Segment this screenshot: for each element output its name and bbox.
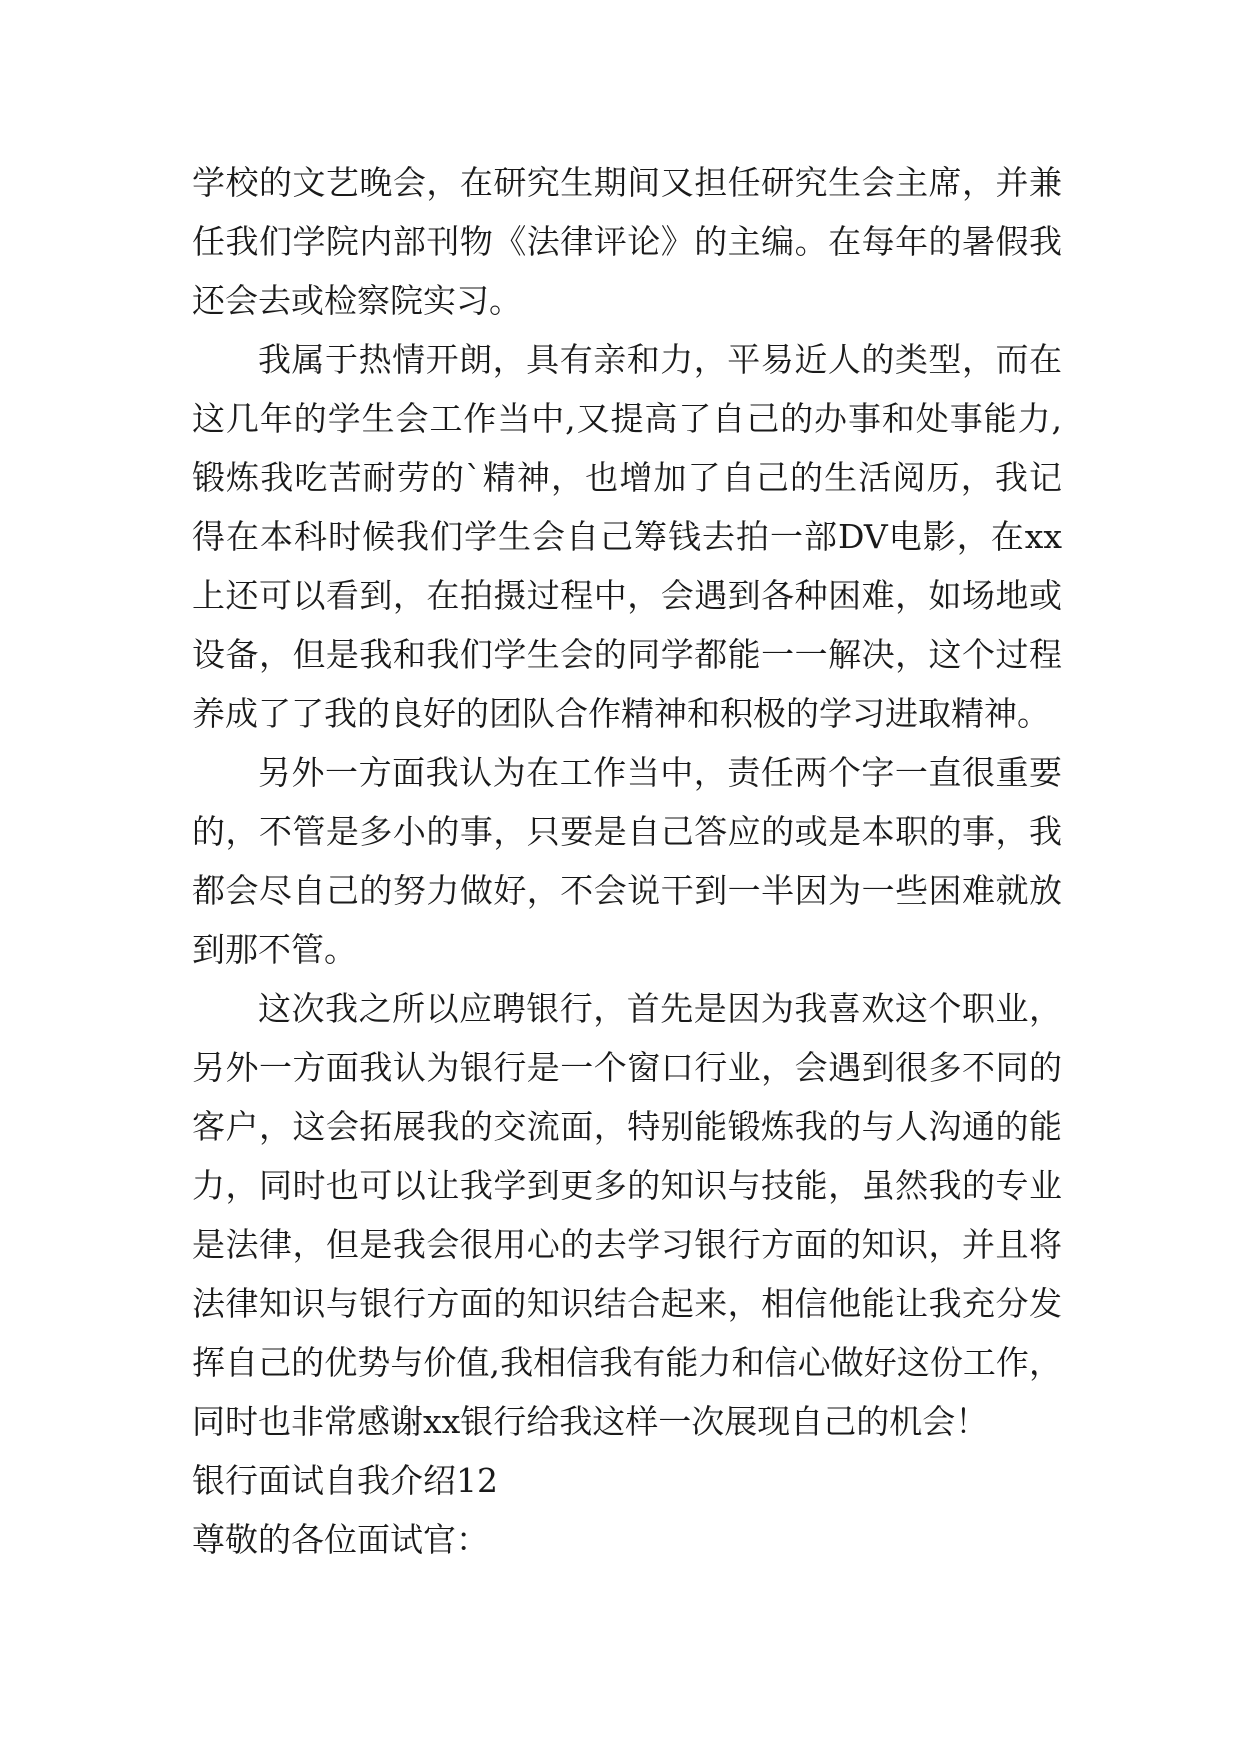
- text-line: 锻炼我吃苦耐劳的`精神，也增加了自己的生活阅历，我记: [192, 458, 1062, 497]
- paragraph-first-line: 这次我之所以应聘银行，首先是因为我喜欢这个职业，: [258, 989, 1062, 1028]
- section-heading: 银行面试自我介绍12: [192, 1461, 498, 1500]
- document-body: [192, 153, 1062, 1569]
- text-line: 同时也非常感谢xx银行给我这样一次展现自己的机会！: [192, 1402, 989, 1441]
- text-line: 是法律，但是我会很用心的去学习银行方面的知识，并且将: [192, 1225, 1062, 1264]
- text-line: 养成了了我的良好的团队合作精神和积极的学习进取精神。: [192, 694, 1050, 733]
- text-line: 到那不管。: [192, 930, 357, 969]
- text-line: 挥自己的优势与价值,我相信我有能力和信心做好这份工作，: [192, 1343, 1062, 1382]
- paragraph-first-line: 另外一方面我认为在工作当中，责任两个字一直很重要: [258, 753, 1062, 792]
- text-line: 设备，但是我和我们学生会的同学都能一一解决，这个过程: [192, 635, 1062, 674]
- text-line: 的，不管是多小的事，只要是自己答应的或是本职的事，我: [192, 812, 1062, 851]
- text-line: 客户，这会拓展我的交流面，特别能锻炼我的与人沟通的能: [192, 1107, 1062, 1146]
- text-line: 学校的文艺晚会，在研究生期间又担任研究生会主席，并兼: [192, 163, 1062, 202]
- text-line: 都会尽自己的努力做好，不会说干到一半因为一些困难就放: [192, 871, 1062, 910]
- text-line: 得在本科时候我们学生会自己筹钱去拍一部DV电影，在xx: [192, 517, 1062, 556]
- paragraph-first-line: 我属于热情开朗，具有亲和力，平易近人的类型，而在: [258, 340, 1062, 379]
- salutation: 尊敬的各位面试官：: [192, 1520, 489, 1559]
- text-line: 还会去或检察院实习。: [192, 281, 522, 320]
- text-line: 这几年的学生会工作当中,又提高了自己的办事和处事能力,: [192, 399, 1062, 438]
- text-line: 法律知识与银行方面的知识结合起来，相信他能让我充分发: [192, 1284, 1062, 1323]
- text-line: 力，同时也可以让我学到更多的知识与技能，虽然我的专业: [192, 1166, 1062, 1205]
- text-line: 上还可以看到，在拍摄过程中，会遇到各种困难，如场地或: [192, 576, 1062, 615]
- text-line: 任我们学院内部刊物《法律评论》的主编。在每年的暑假我: [192, 222, 1062, 261]
- text-line: 另外一方面我认为银行是一个窗口行业，会遇到很多不同的: [192, 1048, 1062, 1087]
